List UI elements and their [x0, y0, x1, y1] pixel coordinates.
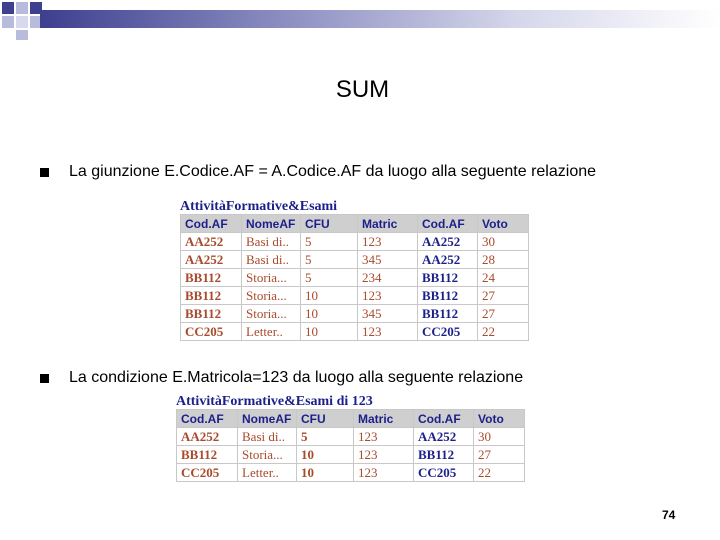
column-header: NomeAF	[238, 410, 297, 428]
table-cell: 28	[478, 251, 529, 269]
table-row	[177, 464, 525, 482]
square-bullet-icon	[40, 168, 49, 177]
column-header: Voto	[474, 410, 525, 428]
table-cell: 123	[354, 446, 414, 464]
table-header-row	[177, 410, 525, 428]
table-cell: Storia...	[242, 287, 301, 305]
table-row	[181, 287, 529, 305]
table-cell: Letter..	[242, 323, 301, 341]
table-row	[181, 251, 529, 269]
square-bullet-icon	[40, 374, 49, 383]
table-header-row	[181, 215, 529, 233]
slide-title: SUM	[335, 76, 390, 103]
column-header: NomeAF	[242, 215, 301, 233]
table-row	[181, 233, 529, 251]
table-row	[181, 269, 529, 287]
table-cell: BB112	[181, 287, 242, 305]
table-cell: 5	[301, 269, 358, 287]
table-cell: BB112	[418, 305, 478, 323]
column-header: Matric	[354, 410, 414, 428]
table-cell: 10	[301, 287, 358, 305]
table-cell: BB112	[181, 269, 242, 287]
table-caption: AttivitàFormative&Esami di 123	[176, 394, 373, 409]
table-cell: Storia...	[238, 446, 297, 464]
table-cell: 27	[478, 287, 529, 305]
decor-square	[2, 16, 14, 28]
table-cell: 345	[358, 305, 418, 323]
table-cell: 30	[478, 233, 529, 251]
table-cell: AA252	[418, 233, 478, 251]
relation-table-join	[180, 199, 529, 341]
table-cell: BB112	[177, 446, 238, 464]
table-cell: CC205	[418, 323, 478, 341]
table-cell: 30	[474, 428, 525, 446]
table-cell: BB112	[181, 305, 242, 323]
table-cell: 22	[478, 323, 529, 341]
table-cell: 123	[354, 464, 414, 482]
table-caption: AttivitàFormative&Esami	[180, 199, 338, 214]
relation-table-selection	[176, 394, 525, 482]
table-cell: Basi di..	[242, 233, 301, 251]
decor-square	[2, 2, 14, 14]
table-cell: BB112	[414, 446, 474, 464]
table-cell: 10	[297, 446, 354, 464]
table-row	[181, 305, 529, 323]
column-header: CFU	[297, 410, 354, 428]
table-cell: 5	[297, 428, 354, 446]
column-header: CFU	[301, 215, 358, 233]
table-cell: 5	[301, 251, 358, 269]
gradient-bar	[40, 10, 720, 28]
table-cell: 123	[354, 428, 414, 446]
page-number: 74	[662, 508, 676, 522]
data-table	[180, 214, 529, 341]
table-row	[181, 323, 529, 341]
column-header: Cod.AF	[177, 410, 238, 428]
column-header: Cod.AF	[181, 215, 242, 233]
table-cell: 27	[478, 305, 529, 323]
table-row	[177, 446, 525, 464]
table-cell: Basi di..	[242, 251, 301, 269]
column-header: Cod.AF	[414, 410, 474, 428]
table-cell: 24	[478, 269, 529, 287]
table-cell: Basi di..	[238, 428, 297, 446]
table-cell: 10	[297, 464, 354, 482]
table-cell: 345	[358, 251, 418, 269]
table-cell: AA252	[418, 251, 478, 269]
table-cell: 234	[358, 269, 418, 287]
table-row	[177, 428, 525, 446]
table-cell: CC205	[177, 464, 238, 482]
table-cell: BB112	[418, 287, 478, 305]
table-cell: AA252	[177, 428, 238, 446]
table-cell: 123	[358, 287, 418, 305]
table-cell: 123	[358, 233, 418, 251]
table-cell: Storia...	[242, 269, 301, 287]
table-cell: CC205	[414, 464, 474, 482]
bullet-text: La giunzione E.Codice.AF = A.Codice.AF da luogo alla seguente relazione	[69, 163, 597, 180]
table-cell: 27	[474, 446, 525, 464]
bullet-text: La condizione E.Matricola=123 da luogo alla seguente relazione	[69, 369, 524, 386]
table-cell: AA252	[181, 233, 242, 251]
bullet-item	[40, 163, 596, 181]
data-table	[176, 409, 525, 482]
table-cell: 10	[301, 305, 358, 323]
table-cell: Storia...	[242, 305, 301, 323]
table-cell: 10	[301, 323, 358, 341]
table-cell: 22	[474, 464, 525, 482]
decor-square	[16, 30, 28, 40]
table-cell: AA252	[181, 251, 242, 269]
table-cell: CC205	[181, 323, 242, 341]
bullet-item	[40, 369, 523, 387]
table-cell: AA252	[414, 428, 474, 446]
table-cell: 5	[301, 233, 358, 251]
table-cell: BB112	[418, 269, 478, 287]
table-cell: Letter..	[238, 464, 297, 482]
column-header: Cod.AF	[418, 215, 478, 233]
decor-square	[16, 2, 28, 14]
column-header: Voto	[478, 215, 529, 233]
table-cell: 123	[358, 323, 418, 341]
decorative-header-band	[0, 0, 720, 40]
column-header: Matric	[358, 215, 418, 233]
decor-square	[16, 16, 28, 28]
